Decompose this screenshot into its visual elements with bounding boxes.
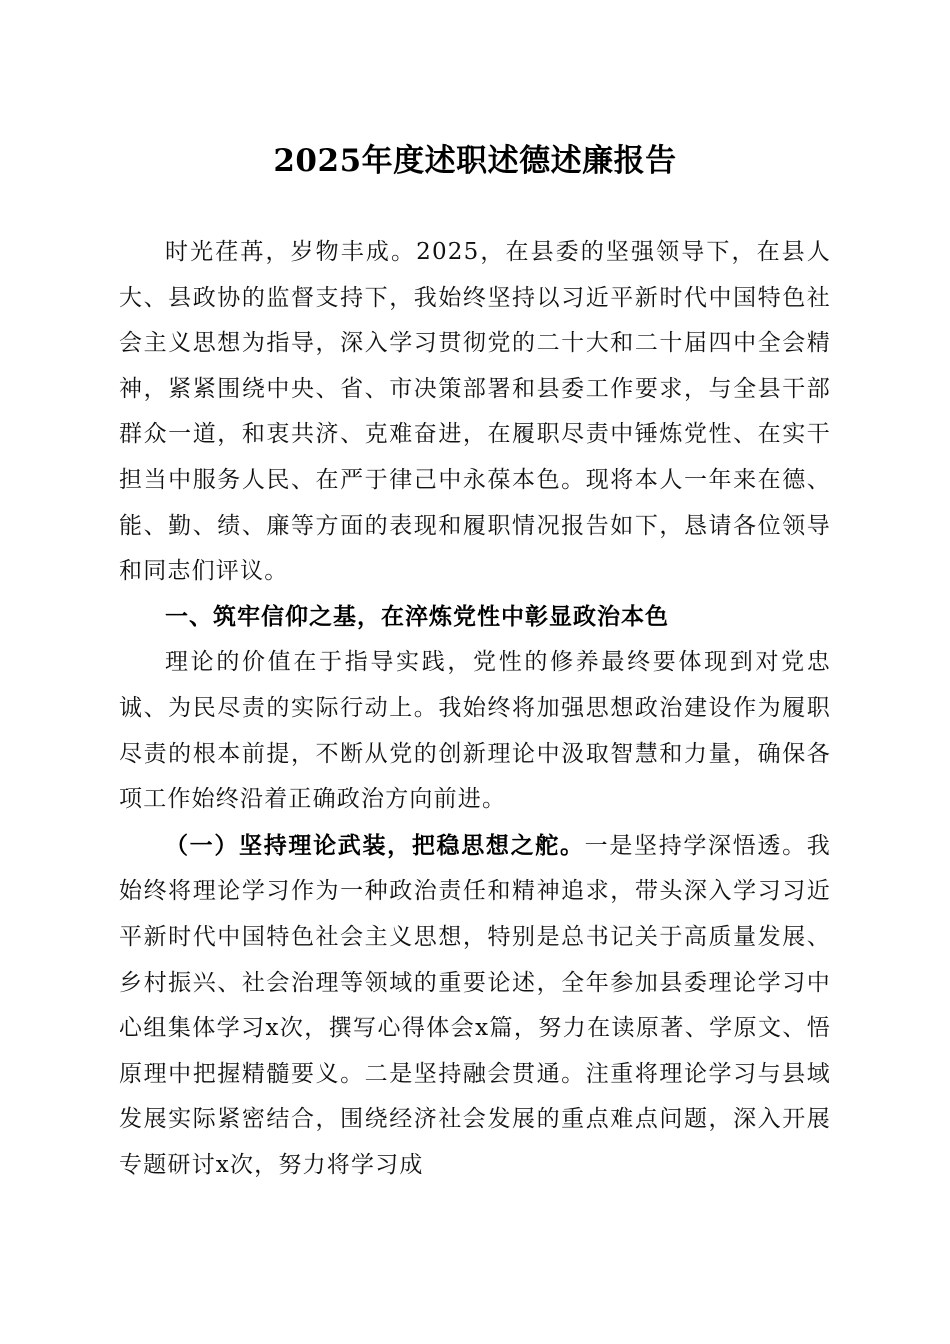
section-heading-one: 一、筑牢信仰之基，在淬炼党性中彰显政治本色 bbox=[165, 603, 669, 630]
subsection-one-lead: （一）坚持理论武装，把稳思想之舵。 bbox=[165, 831, 585, 859]
subsection-one-text: 一是坚持学深悟透。我始终将理论学习作为一种政治责任和精神追求，带头深入学习习近平新时代中国特色社会主义思想，特别是总书记关于高质量发展、乡村振兴、社会治理等领域的重要论述，全年参加县委理论学习中心组集体学习x次，撰写心得体会x篇，努力在读原著、学原文、悟原理中把握精髓要义。二是坚持融会贯通。注重将理论学习与县域发展实际紧密结合，围绕经济社会发展的重点难点问题，深入开展专题研讨x次，努力将学习成 bbox=[119, 832, 831, 1178]
section-one-paragraph: 理论的价值在于指导实践，党性的修养最终要体现到对党忠诚、为民尽责的实际行动上。我始终将加强思想政治建设作为履职尽责的根本前提，不断从党的创新理论中汲取智慧和力量，确保各项工作始终沿着正确政治方向前进。 bbox=[119, 649, 831, 813]
subsection-one-paragraph bbox=[119, 823, 831, 1189]
intro-paragraph: 时光荏苒，岁物丰成。2025，在县委的坚强领导下，在县人大、县政协的监督支持下，我始终坚持以习近平新时代中国特色社会主义思想为指导，深入学习贯彻党的二十大和二十届四中全会精神，紧紧围绕中央、省、市决策部署和县委工作要求，与全县干部群众一道，和衷共济、克难奋进，在履职尽责中锤炼党性、在实干担当中服务人民、在严于律己中永葆本色。现将本人一年来在德、能、勤、绩、廉等方面的表现和履职情况报告如下，恳请各位领导和同志们评议。 bbox=[119, 239, 831, 585]
document-body bbox=[119, 230, 831, 1188]
document-title: 2025年度述职述德述廉报告 bbox=[273, 143, 677, 179]
